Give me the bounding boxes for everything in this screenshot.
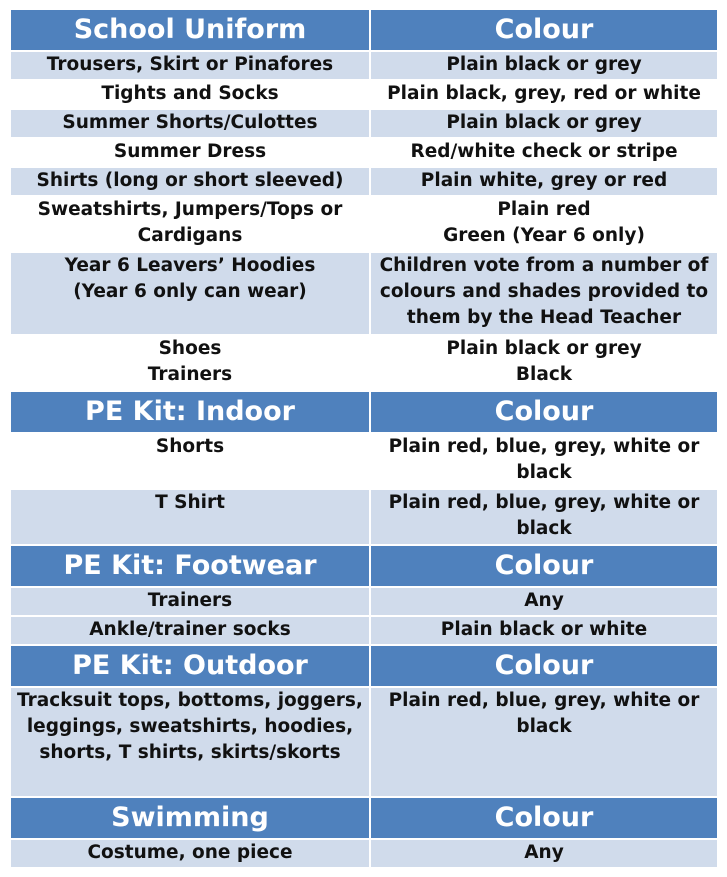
garment-cell: Summer Shorts/Culottes — [10, 109, 370, 138]
colour-cell: Plain white, grey or red — [370, 167, 718, 196]
section-header-row — [10, 9, 718, 51]
colour-cell: Plain black or grey — [370, 109, 718, 138]
colour-cell: Plain black or white — [370, 616, 718, 645]
section-header-row — [10, 391, 718, 433]
garment-cell: Shorts — [10, 433, 370, 489]
garment-cell: Trainers — [10, 587, 370, 616]
garment-cell: Tights and Socks — [10, 80, 370, 109]
uniform-colour-table — [9, 8, 719, 869]
colour-cell: Any — [370, 587, 718, 616]
garment-cell: Costume, one piece — [10, 839, 370, 868]
colour-cell: Plain red, blue, grey, white or black — [370, 687, 718, 797]
garment-cell: Shirts (long or short sleeved) — [10, 167, 370, 196]
colour-cell: Red/white check or stripe — [370, 138, 718, 167]
section-header-row — [10, 545, 718, 587]
garment-cell: Ankle/trainer socks — [10, 616, 370, 645]
colour-cell: Children vote from a number of colours and shades provided to them by the Head Teacher — [370, 252, 718, 335]
table-row — [10, 138, 718, 167]
section-header-row — [10, 645, 718, 687]
table-row — [10, 489, 718, 545]
colour-cell: Any — [370, 839, 718, 868]
table-row — [10, 587, 718, 616]
table-row — [10, 433, 718, 489]
garment-cell: T Shirt — [10, 489, 370, 545]
colour-cell: Plain red, blue, grey, white or black — [370, 433, 718, 489]
table-row — [10, 839, 718, 868]
garment-cell: Trousers, Skirt or Pinafores — [10, 51, 370, 80]
colour-header: Colour — [370, 391, 718, 433]
colour-cell: Plain red, blue, grey, white or black — [370, 489, 718, 545]
garment-cell: Year 6 Leavers’ Hoodies (Year 6 only can wear) — [10, 252, 370, 335]
colour-cell: Plain black or grey Black — [370, 335, 718, 391]
table-row — [10, 616, 718, 645]
colour-header: Colour — [370, 645, 718, 687]
table-row — [10, 167, 718, 196]
section-header-row — [10, 797, 718, 839]
table-row — [10, 687, 718, 797]
colour-cell: Plain black or grey — [370, 51, 718, 80]
item-header: PE Kit: Footwear — [10, 545, 370, 587]
table-row — [10, 252, 718, 335]
table-row — [10, 51, 718, 80]
item-header: School Uniform — [10, 9, 370, 51]
garment-cell: Tracksuit tops, bottoms, joggers, leggings, sweatshirts, hoodies, shorts, T shirts, skirts/skorts — [10, 687, 370, 797]
item-header: Swimming — [10, 797, 370, 839]
colour-header: Colour — [370, 545, 718, 587]
garment-cell: Sweatshirts, Jumpers/Tops or Cardigans — [10, 196, 370, 252]
garment-cell: Summer Dress — [10, 138, 370, 167]
colour-cell: Plain black, grey, red or white — [370, 80, 718, 109]
table-row — [10, 335, 718, 391]
table-row — [10, 80, 718, 109]
table-row — [10, 196, 718, 252]
item-header: PE Kit: Outdoor — [10, 645, 370, 687]
table-row — [10, 109, 718, 138]
colour-cell: Plain red Green (Year 6 only) — [370, 196, 718, 252]
colour-header: Colour — [370, 797, 718, 839]
garment-cell: Shoes Trainers — [10, 335, 370, 391]
colour-header: Colour — [370, 9, 718, 51]
item-header: PE Kit: Indoor — [10, 391, 370, 433]
